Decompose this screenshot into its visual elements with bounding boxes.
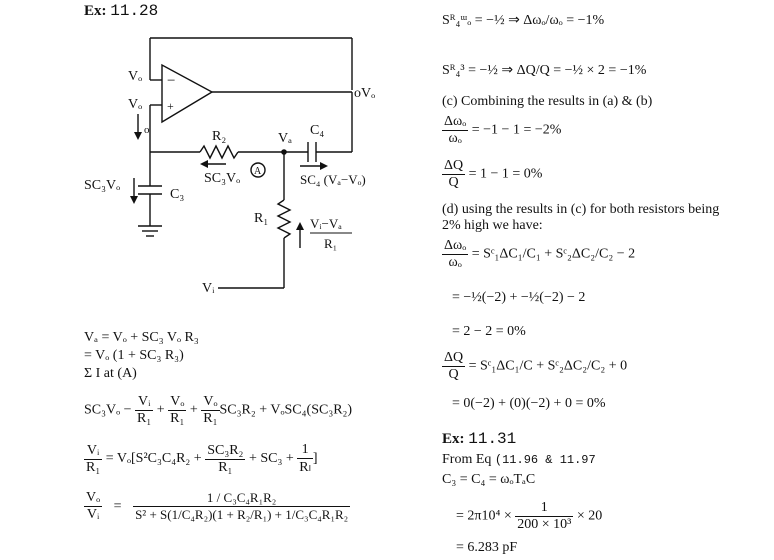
label-vi-va-den: R₁: [324, 236, 338, 251]
label-sc3vo-left: SC₃Vₒ: [84, 178, 121, 193]
eq-c-w0-value: = −1 − 1 = −2%: [471, 122, 562, 138]
eq-kcl-rest: SC₃R₂ + VₒSC₄(SC₃R₂): [219, 402, 353, 418]
eq-d-q-line2: = 0(−2) + (0)(−2) + 0 = 0%: [452, 396, 606, 411]
eq-sensitivity-q: Sᴿ₄³ = −½ ⇒ ΔQ/Q = −½ × 2 = −1%: [442, 63, 647, 78]
eq-kcl-term1: SC₃Vₒ −: [84, 402, 132, 418]
eq-d-w0-frac: $\frac{\text{Δωₒ}}{\text{ωₒ}}$: [444, 238, 467, 270]
eq-d-w0-line3: = 2 − 2 = 0%: [452, 324, 526, 339]
part-d-heading-1: (d) using the results in (c) for both resistors being: [442, 202, 720, 217]
eq-kcl-row: SC₃Vₒ − $\frac{\text{Vᵢ}}{\text{R₁}}$ + $\frac{\text{Vₒ}}{\text{R₁}}$ + $\frac{\text{Vₒ}}{\text{R₁}}$ SC₃R₂ + VₒSC₄(SC₃R₂): [84, 394, 353, 426]
exercise-heading-11-28: [84, 2, 158, 20]
eq-kcl-frac2: $\frac{\text{Vₒ}}{\text{R₁}}$: [170, 394, 185, 426]
eq-d-q-value: = Sᶜ₁ΔC₁/C + Sᶜ₂ΔC₂/C₂ + 0: [468, 358, 628, 374]
eq-capacitance-result: = 6.283 pF: [456, 540, 518, 555]
eq-c-w0-row: [442, 114, 561, 147]
eq-vi-r1-frac: $\frac{\text{Vᵢ}}{\text{R₁}}$: [86, 442, 101, 475]
label-plus-sign: +: [167, 99, 174, 113]
eq-c-w0-frac: $\frac{\text{Δωₒ}}{\text{ωₒ}}$: [444, 114, 467, 146]
arrowhead-sc3vo: [200, 160, 208, 168]
exercise-label-b: Ex:: [442, 431, 465, 447]
eq-sum-current: Σ I at (A): [84, 366, 137, 381]
eq-kcl-frac3: $\frac{\text{Vₒ}}{\text{R₁}}$: [203, 394, 218, 426]
label-output: oVₒ: [354, 86, 376, 101]
eq-d-w0-line2: = −½(−2) + −½(−2) − 2: [452, 290, 586, 305]
eq-d-q-row: [442, 350, 627, 383]
label-minus-sign: −: [167, 73, 176, 89]
arrowhead-left: [130, 196, 138, 204]
eq-va-1: Vₐ = Vₒ + SC₃ Vₒ R₃: [84, 330, 199, 345]
eq-c-q-value: = 1 − 1 = 0%: [468, 166, 543, 182]
eq-va-2: = Vₒ (1 + SC₃ R₃): [84, 348, 184, 363]
label-node-a: A: [254, 166, 262, 177]
label-c4: C₄: [310, 123, 325, 138]
eq-sensitivity-w0: Sᴿ₄ᵚₒ = −½ ⇒ Δωₒ/ωₒ = −1%: [442, 13, 605, 28]
arrowhead-r1: [296, 222, 304, 230]
label-vi: Vᵢ: [202, 281, 215, 296]
circuit-diagram: [120, 30, 420, 300]
eq-capacitance-frac: $\frac{1}{\text{200 × 10³}}$: [517, 500, 572, 532]
from-eq-line: [442, 452, 596, 468]
label-o: o: [144, 124, 150, 136]
resistor-r2: [200, 146, 238, 158]
label-vo-minus: Vₒ: [128, 69, 143, 84]
label-c3: C₃: [170, 187, 185, 202]
eq-d-q-frac: $\frac{\Delta Q}{Q}$: [444, 350, 464, 382]
eq-capacitance-calc: = 2π10⁴ × $\frac{1}{\text{200 × 10³}}$ × 20: [456, 500, 603, 532]
label-r1: R₁: [254, 211, 269, 226]
eq-vi-r1-row: $\frac{\text{Vᵢ}}{\text{R₁}}$ = Vₒ[S²C₃C₄R₂ + $\frac{\text{SC₃R₂}}{\text{R₁}}$ + SC₃ + $\frac{1}{\text{Rₗ}}$ ]: [86, 442, 318, 475]
exercise-number-b: 11.31: [468, 430, 517, 448]
arrowhead-o: [134, 132, 142, 140]
label-va: Vₐ: [278, 131, 292, 146]
part-c-heading: (c) Combining the results in (a) & (b): [442, 94, 653, 109]
part-d-heading-2: 2% high we have:: [442, 218, 543, 233]
exercise-label: Ex:: [84, 3, 107, 19]
eq-one-rl-frac: $\frac{1}{\text{Rₗ}}$: [299, 442, 311, 475]
from-eq-text: From Eq: [442, 452, 492, 467]
from-eq-refs: (11.96 & 11.97: [494, 453, 596, 467]
eq-c-q-frac: $\frac{\Delta Q}{Q}$: [444, 158, 464, 190]
exercise-heading-11-31: [442, 430, 516, 448]
node-va-dot: [281, 149, 287, 155]
eq-transfer-frac: $\frac{\text{1 / C₃C₄R₁R₂}}{\text{S² + S(1/C₄R₂)(1 + R₂/R₁) + 1/C₃C₄R₁R₂}}$: [135, 490, 349, 522]
label-r2: R₂: [212, 129, 227, 144]
label-vo-plus: Vₒ: [128, 97, 143, 112]
label-sc3vo-arrow: SC₃Vₒ: [204, 171, 241, 186]
resistor-r1: [278, 200, 290, 238]
eq-c3-c4: C₃ = C₄ = ωₒTₐC: [442, 472, 536, 487]
eq-transfer-row: $\frac{\text{Vₒ}}{\text{Vᵢ}}$ = $\frac{\text{1 / C₃C₄R₁R₂}}{\text{S² + S(1/C₄R₂)(1 + R₂/R₁) + 1/C₃C₄R₁R₂}}$: [86, 490, 349, 522]
eq-vo-vi-frac: $\frac{\text{Vₒ}}{\text{Vᵢ}}$: [86, 490, 101, 522]
label-sc4: SC₄ (Vₐ−Vₒ): [300, 172, 366, 187]
arrowhead-sc4: [320, 162, 328, 170]
eq-d-w0-row: [442, 238, 635, 271]
label-vi-va-num: Vᵢ−Vₐ: [310, 216, 342, 231]
eq-sc3r2-frac: $\frac{\text{SC₃R₂}}{\text{R₁}}$: [207, 442, 244, 475]
exercise-number: 11.28: [110, 2, 159, 20]
eq-d-w0-value: = Sᶜ₁ΔC₁/C₁ + Sᶜ₂ΔC₂/C₂ − 2: [471, 246, 636, 262]
eq-c-q-row: [442, 158, 542, 191]
eq-kcl-frac1: $\frac{\text{Vᵢ}}{\text{R₁}}$: [137, 394, 152, 426]
